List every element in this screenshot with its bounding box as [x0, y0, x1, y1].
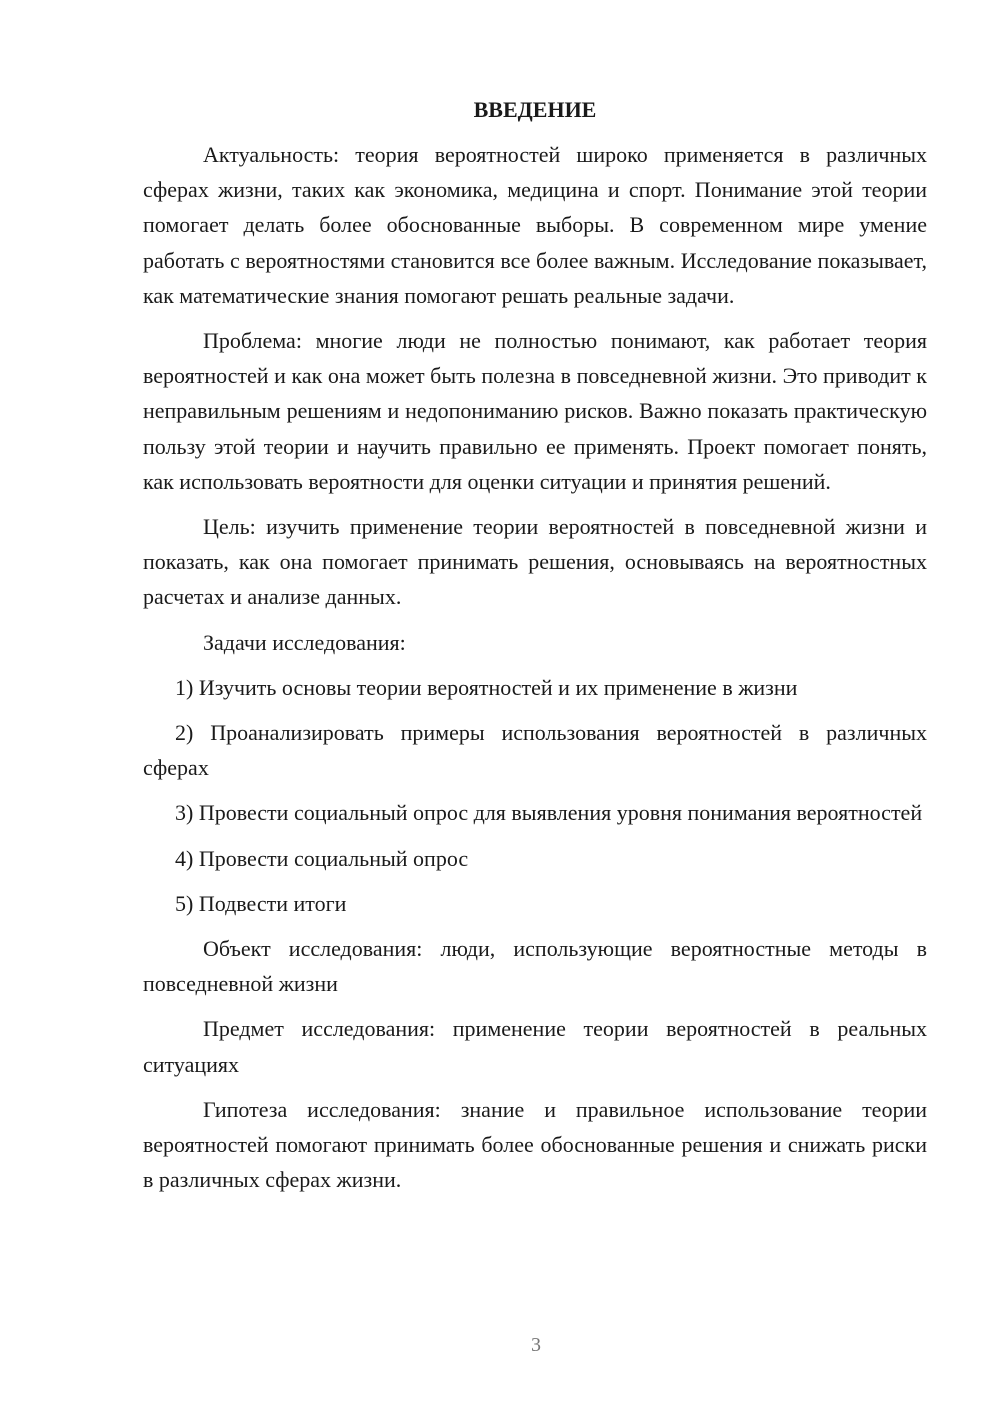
tasks-heading: Задачи исследования: [203, 629, 406, 655]
task-item: 1) Изучить основы теории вероятностей и их применение в жизни [175, 674, 798, 700]
task-item: 4) Провести социальный опрос [175, 845, 469, 871]
task-item: 2) Проанализировать примеры использования вероятностей в различных сферах [143, 720, 927, 781]
task-item: 5) Подвести итоги [175, 890, 347, 916]
page-content [143, 92, 927, 1207]
object-paragraph: Объект исследования: люди, использующие вероятностные методы в повседневной жизни [143, 936, 927, 997]
section-title: ВВЕДЕНИЕ [473, 97, 597, 122]
problem-paragraph: Проблема: многие люди не полностью понимают, как работает теория вероятностей и как она может быть полезна в повседневной жизни. Это приводит к неправильным решениям и недопониманию рисков. Важно показать практическую пользу этой теории и научить правильно ее применять. Проект помогает понять, как использовать вероятности для оценки ситуации и принятия решений. [143, 328, 927, 494]
task-item: 3) Провести социальный опрос для выявления уровня понимания вероятностей [175, 800, 923, 826]
goal-paragraph: Цель: изучить применение теории вероятностей в повседневной жизни и показать, как она помогает принимать решения, основываясь на вероятностных расчетах и анализе данных. [143, 514, 927, 610]
page-number: 3 [531, 1334, 541, 1356]
subject-paragraph: Предмет исследования: применение теории вероятностей в реальных ситуациях [143, 1016, 927, 1077]
hypothesis-paragraph: Гипотеза исследования: знание и правильное использование теории вероятностей помогают принимать более обоснованные решения и снижать риски в различных сферах жизни. [143, 1096, 927, 1193]
relevance-paragraph: Актуальность: теория вероятностей широко применяется в различных сферах жизни, таких как экономика, медицина и спорт. Понимание этой теории помогает делать более обоснованные выборы. В современном мире умение работать с вероятностями становится все более важным. Исследование показывает, как математические знания помогают решать реальные задачи. [143, 142, 927, 308]
